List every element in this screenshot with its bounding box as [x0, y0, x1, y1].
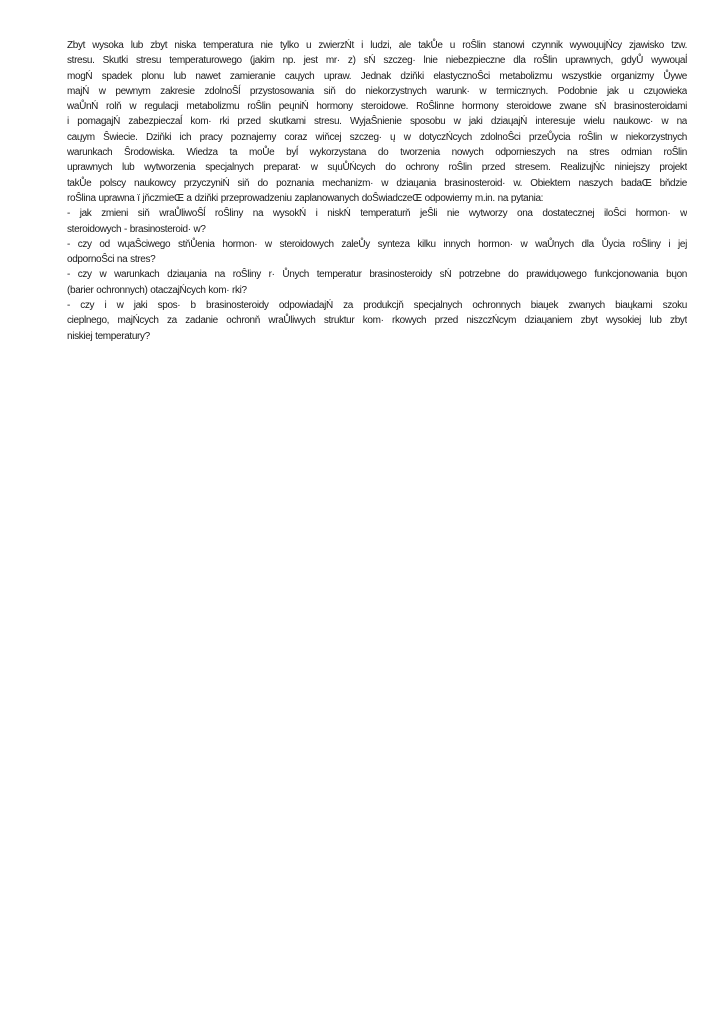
text-line: warunkach Ŝrodowiska. Wiedza ta moŮe byĺ wykorzystana do tworzenia nowych odpornieszych na stres odmian roŜlin	[67, 147, 687, 159]
text-line: waŮnŃ rolň w regulacji metabolizmu roŜlin peųniŃ hormony steroidowe. RoŜlinne hormony steroidowe zwane sŃ brasinosteroidami	[67, 101, 687, 113]
question-line: - jak zmieni siň wraŮliwoŜĺ roŜliny na wysokŃ i niskŃ temperaturň jeŜli nie wytworzy ona dostatecznej iloŜci hormon· w	[67, 208, 687, 220]
text-line: mogŃ spadek plonu lub nawet zamieranie caųych upraw. Jednak dziňki elastycznoŜci metabolizmu wszystkie organizmy Ůywe	[67, 70, 687, 82]
text-line: Zbyt wysoka lub zbyt niska temperatura nie tylko u zwierzŃt i ludzi, ale takŮe u roŜlin stanowi czynnik wywoųujŃcy zjawisko tzw.	[67, 40, 687, 51]
question-line: (barier ochronnych) otaczajŃcych kom· rki?	[67, 284, 247, 296]
question-line: odpornoŜci na stres?	[67, 254, 156, 266]
text-line: caųym Ŝwiecie. Dziňki ich pracy poznajemy coraz wiňcej szczeg· ų w dotyczŃcych zdolnoŜci przeŮycia roŜlin w niekorzystnych	[67, 131, 687, 143]
document-body-text	[67, 38, 687, 344]
question-line: steroidowych - brasinosteroid· w?	[67, 223, 206, 235]
text-line: i pomagajŃ zabezpieczaĺ kom· rki przed skutkami stresu. WyjaŜnienie sposobu w jaki dziaųajŃ interesuje wielu naukowc· w na	[67, 116, 687, 128]
question-line: cieplnego, majŃcych za zadanie ochronň wraŮliwych struktur kom· rkowych przed niszczŃcym dziaųaniem zbyt wysokiej lub zbyt	[67, 315, 687, 327]
question-line: - czy w warunkach dziaųania na roŜliny r· Ůnych temperatur brasinosteroidy sŃ potrzebne do prawidųowego funkcjonowania bųon	[67, 269, 687, 281]
text-line: takŮe polscy naukowcy przyczyniŃ siň do poznania mechanizm· w dziaųania brasinosteroid· w. Obiektem naszych badaŒ bňdzie	[67, 177, 687, 189]
question-line: niskiej temperatury?	[67, 330, 150, 342]
question-line: - czy i w jaki spos· b brasinosteroidy odpowiadajŃ za produkcjň specjalnych ochronnych biaųek zwanych biaųkami szoku	[67, 300, 687, 312]
question-line: - czy od wųaŜciwego stňŮenia hormon· w steroidowych zaleŮy synteza kilku innych hormon· w waŮnych dla Ůycia roŜliny i jej	[67, 238, 687, 250]
text-line: uprawnych lub wytworzenia specjalnych preparat· w sųuŮŃcych do ochrony roŜlin przed stresem. RealizujŃc niniejszy projekt	[67, 162, 687, 174]
text-line: stresu. Skutki stresu temperaturowego (jakim np. jest mr· z) sŃ szczeg· lnie niebezpieczne dla roŜlin uprawnych, gdyŮ wywoųaĺ	[67, 55, 687, 67]
text-line: roŜlina uprawna ï jňczmieŒ a dziňki przeprowadzeniu zaplanowanych doŜwiadczeŒ odpowiemy m.in. na pytania:	[67, 192, 544, 204]
text-line: majŃ w pewnym zakresie zdolnoŜĺ przystosowania siň do niekorzystnych warunk· w termicznych. Podobnie jak u czųowieka	[67, 85, 687, 97]
